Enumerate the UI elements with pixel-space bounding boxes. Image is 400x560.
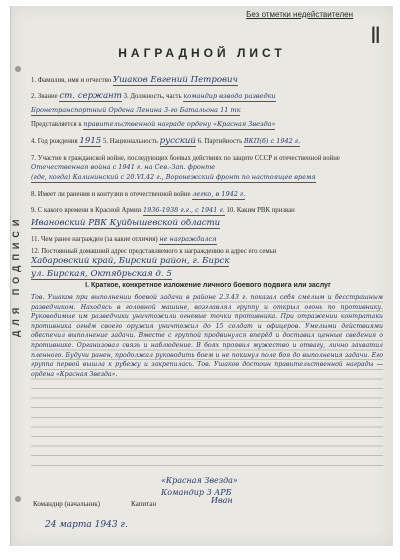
side-margin-text: ДЛЯ ПОДПИСИ — [11, 214, 21, 338]
field-home-address-line2: ул. Бирская, Октябрьская д. 5 — [31, 270, 172, 279]
field-nominated-for: Представляется к правительственной награде ордену «Красная Звезда» — [31, 120, 276, 128]
field-rank-position: 2. Звание ст. сержант 3. Должность, часть командир взвода разведки — [31, 92, 276, 101]
commander-title: Командир (начальник) — [33, 500, 100, 508]
field-wounds: 8. Имеет ли ранения и контузии в отечественной войне легко, в 1942 г. — [31, 190, 246, 198]
field-draft-office: Ивановский РВК Куйбышевской области — [31, 219, 221, 228]
section-title: I. Краткое, конкретное изложение личного боевого подвига или заслуг — [85, 282, 331, 289]
punch-hole — [15, 66, 21, 72]
award-note: «Красная Звезда» — [161, 476, 238, 485]
punch-hole — [15, 496, 21, 502]
field-home-address-label: 12. Постоянный домашний адрес представляемого к награждению и адрес его семьи — [31, 248, 277, 255]
field-full-name: 1. Фамилия, имя и отчество Ушаков Евгений Петрович — [31, 76, 238, 85]
commander-unit-line: Командир 3 АРБ — [161, 488, 232, 497]
field-war-participation: 7. Участие в гражданской войне, последующих боевых действиях по защите СССР и отечественной войне Отечественная война с 1941 г. на Сев.-Зап. фронте — [31, 155, 340, 171]
document-title: НАГРАДНОЙ ЛИСТ — [118, 46, 286, 60]
signature: Иван — [211, 496, 233, 505]
field-army-service: 9. С какого времени в Красной Армии 1936-1938 г.г., с 1941 г. 10. Каким РВК призван — [31, 206, 295, 214]
field-birth-nationality-party: 4. Год рождения 1915 5. Национальность русский 6. Партийность ВКП(б) с 1942 г. — [31, 137, 301, 146]
corner-mark: Ⅱ — [370, 24, 381, 49]
document-date: 24 марта 1943 г. — [45, 520, 128, 530]
award-sheet — [10, 6, 393, 546]
field-war-participation-details: (где, когда) Калининский с 20.VI.42 г., Воронежский фронт по настоящее время — [31, 173, 316, 181]
field-home-address-line1: Хабаровский край, Бирский район, г. Бирск — [31, 257, 230, 266]
field-unit: Бронетранспортный Ордена Ленина 3-го Батальона 11 тк — [31, 106, 241, 114]
captain-rank: Капитан — [131, 500, 157, 508]
feat-narrative: Тов. Ушаков при выполнении боевой задачи в районе 2.3.43 г. показал себя смелым и бесстрашным разведчиком. Находясь в головной машине, возглавлял группу и открыл огонь по противнику. Руководимые им разведчики уничтожили огневые точки противника. При отражении контратаки противника огнём своего оружия уничтожил до 15 солдат и офицеров. Умелыми действиями обеспечил выполнение задачи. Вместе с группой продвинулся вперёд и доставил ценные сведения о противнике. Организовал связь и наблюдение. В боях проявил мужество и отвагу, лично захватил пленного. Будучи ранен, продолжал руководить боем и не покинул поле боя до выполнения задачи. Его группа первой вышла к рубежу и закрепилась. Тов. Ушаков достоин правительственной награды — ордена «Красная Звезда». — [31, 293, 383, 469]
field-previous-awards: 11. Чем ранее награжден (за какие отличия) не награждался — [31, 235, 217, 243]
corner-note: Без отметки недействителен — [246, 10, 353, 19]
